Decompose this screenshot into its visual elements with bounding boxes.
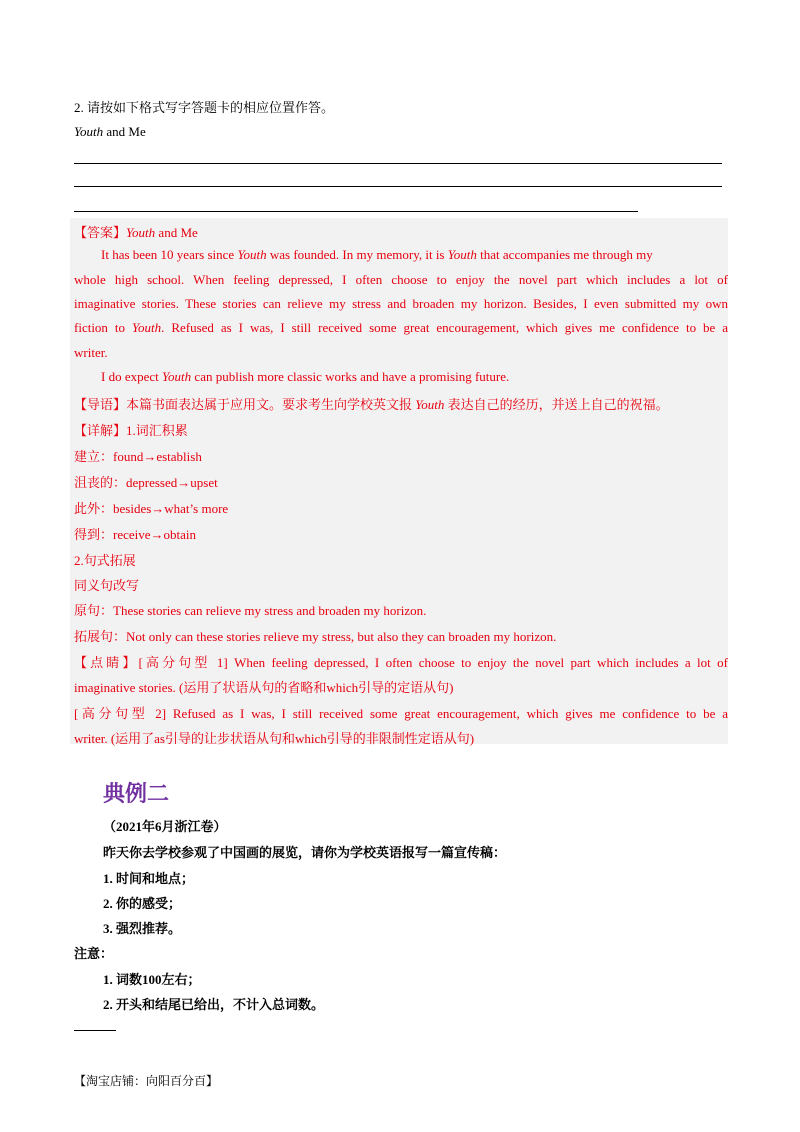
example-point-3: 3. 强烈推荐。 <box>103 921 182 936</box>
text-run: that accompanies me through my <box>476 247 653 262</box>
point-line-2: imaginative stories. (运用了状语从句的省略和which引导的定语从句) <box>74 680 454 695</box>
answer-box <box>70 218 728 744</box>
vocab-item-2: 沮丧的：depressed→upset <box>74 475 218 490</box>
example-point-1: 1. 时间和地点； <box>103 871 195 886</box>
text-run: 表达自己的经历，并送上自己的祝福。 <box>444 397 669 412</box>
note-item-1: 1. 词数100左右； <box>103 972 201 987</box>
vocab-item-3: 此外：besides→what’s more <box>74 501 229 516</box>
point-line-3: [高分句型 2] Refused as I was, I still received some great encouragement, which gives me confidence to be a <box>74 706 728 721</box>
text-run-italic: Youth <box>237 247 267 262</box>
example-source: （2021年6月浙江卷） <box>103 819 227 834</box>
expanded-sentence: 拓展句：Not only can these stories relieve my stress, but also they can broaden my horizon. <box>74 629 557 644</box>
example-heading: 典例二 <box>103 782 170 807</box>
answer-line-3 <box>74 211 638 212</box>
vocab-item-1: 建立：found→establish <box>74 449 202 464</box>
text-run: fiction to <box>74 320 132 335</box>
text-run: 【导语】本篇书面表达属于应用文。要求考生向学校英文报 <box>74 397 416 412</box>
point-line-4: writer. (运用了as引导的让步状语从句和which引导的非限制性定语从句) <box>74 731 475 746</box>
footer-shop: 【淘宝店铺：向阳百分百】 <box>74 1074 219 1088</box>
note-item-2: 2. 开头和结尾已给出，不计入总词数。 <box>103 997 325 1012</box>
text-run-italic: Youth <box>415 397 445 412</box>
answer-line-2 <box>74 186 722 187</box>
instruction-text: 2. 请按如下格式写字答题卡的相应位置作答。 <box>74 100 335 115</box>
answer-p1-line-1 <box>101 247 653 263</box>
vocab-item-4: 得到：receive→obtain <box>74 527 197 542</box>
text-run: was founded. In my memory, it is <box>266 247 448 262</box>
answer-p1-line-4 <box>74 320 728 336</box>
essay-title <box>74 124 146 140</box>
sentence-heading: 2.句式拓展 <box>74 553 136 568</box>
answer-line-1 <box>74 163 722 164</box>
answer-p1-line-5: writer. <box>74 345 108 360</box>
original-sentence: 原句：These stories can relieve my stress and broaden my horizon. <box>74 603 427 618</box>
text-run: It has been 10 years since <box>101 247 238 262</box>
detail-heading: 【详解】1.词汇积累 <box>74 423 188 438</box>
text-run-italic: Youth <box>162 369 192 384</box>
footnote-rule <box>74 1030 116 1031</box>
essay-title-italic: Youth <box>74 124 104 139</box>
note-heading: 注意： <box>74 946 114 961</box>
answer-p1-line-3: imaginative stories. These stories can relieve my stress and broaden my horizon. Besides, I even submitted my own <box>74 296 728 311</box>
guide-line <box>74 394 669 413</box>
text-run-italic: Youth <box>447 247 477 262</box>
synonym-heading: 同义句改写 <box>74 578 140 593</box>
point-line-1: 【点睛】[高分句型 1] When feeling depressed, I often choose to enjoy the novel part which includes a lot of <box>74 655 728 670</box>
answer-title-rest: and Me <box>155 225 198 240</box>
essay-title-rest: and Me <box>103 124 146 139</box>
example-prompt: 昨天你去学校参观了中国画的展览，请你为学校英语报写一篇宣传稿： <box>103 845 507 860</box>
text-run: can publish more classic works and have a promising future. <box>191 369 510 384</box>
answer-title-line <box>74 222 198 241</box>
text-run: I do expect <box>101 369 163 384</box>
answer-p2 <box>101 369 509 385</box>
text-run: . Refused as I was, I still received some great encouragement, which gives me confidence to be a <box>161 320 729 335</box>
answer-p1-line-2: whole high school. When feeling depressed, I often choose to enjoy the novel part which includes a lot of <box>74 272 728 287</box>
text-run-italic: Youth <box>131 320 162 335</box>
answer-title-italic: Youth <box>126 225 156 240</box>
answer-label: 【答案】 <box>74 225 127 240</box>
example-point-2: 2. 你的感受； <box>103 896 182 911</box>
